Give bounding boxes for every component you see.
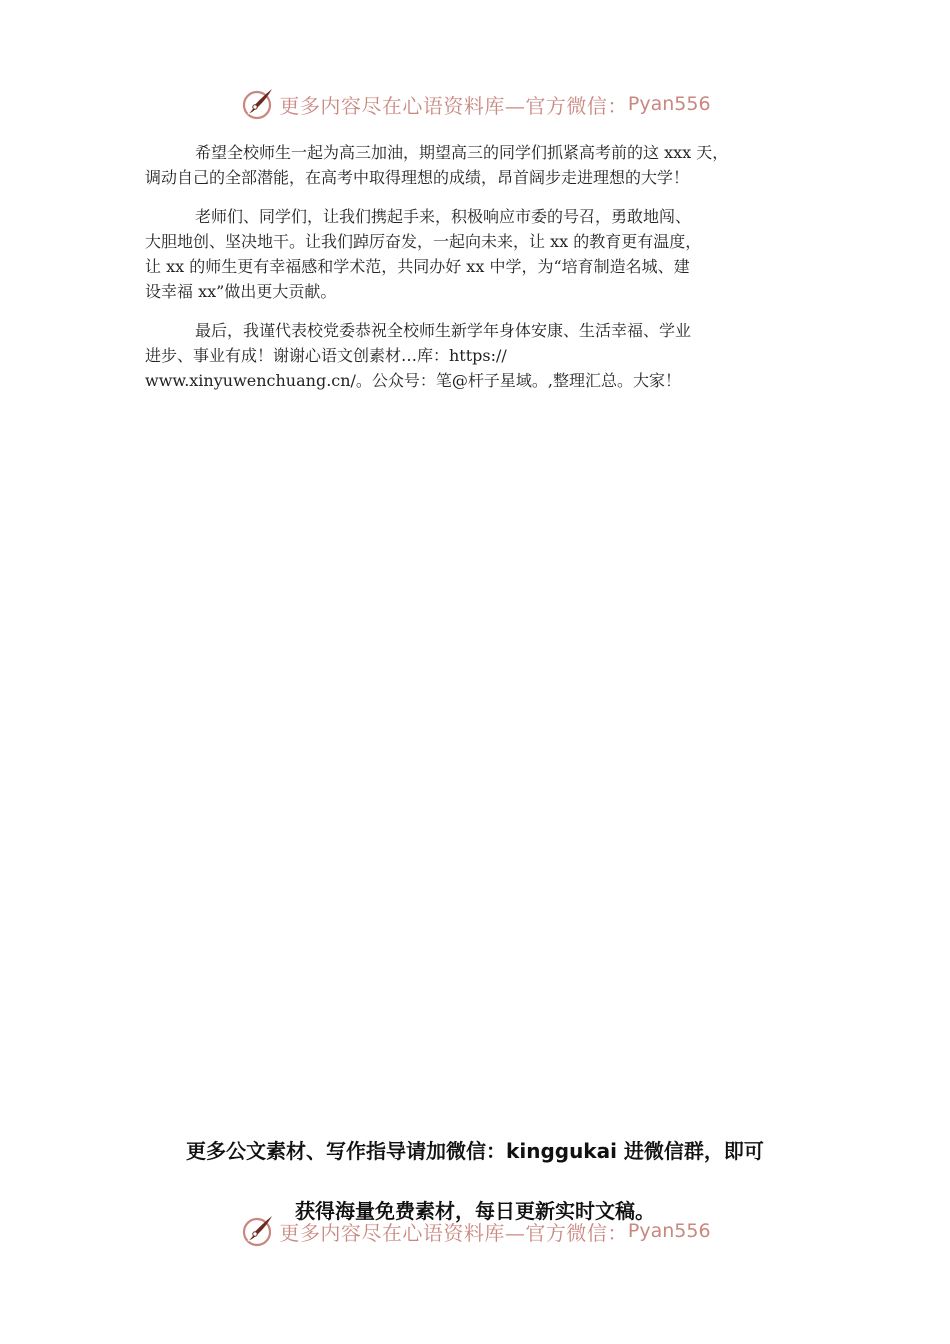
- paragraph-2: [145, 204, 815, 304]
- banner-text: 更多内容尽在心语资料库—官方微信：: [279, 1220, 628, 1245]
- header-banner: [0, 84, 950, 124]
- paragraph-line: 设幸福 xx”做出更大贡献。: [145, 282, 337, 301]
- footer-note-line: 更多公文素材、写作指导请加微信：kinggukai 进微信群，即可: [186, 1139, 764, 1163]
- paragraph-1: [145, 140, 815, 190]
- paragraph-line: 希望全校师生一起为高三加油，期望高三的同学们抓紧高考前的这 xxx 天，: [195, 143, 729, 162]
- paragraph-line: 调动自己的全部潜能，在高考中取得理想的成绩，昂首阔步走进理想的大学！: [145, 168, 690, 187]
- banner-wechat-id: Pyan556: [627, 93, 711, 115]
- quill-pen-logo-icon: [239, 86, 275, 122]
- footer-banner: [0, 1211, 950, 1251]
- paragraph-line: 让 xx 的师生更有幸福感和学术范，共同办好 xx 中学，为“培育制造名城、建: [145, 257, 690, 276]
- quill-pen-logo-icon: [239, 1213, 275, 1249]
- paragraph-line: 最后，我谨代表校党委恭祝全校师生新学年身体安康、生活幸福、学业: [195, 321, 692, 340]
- paragraph-line: 大胆地创、坚决地干。让我们踔厉奋发，一起向未来，让 xx 的教育更有温度，: [145, 232, 702, 251]
- paragraph-line: 进步、事业有成！谢谢心语文创素材…库：https://: [145, 346, 507, 365]
- banner-text: 更多内容尽在心语资料库—官方微信：: [279, 93, 628, 118]
- paragraph-line: www.xinyuwenchuang.cn/。公众号：笔@杆子星域。,整理汇总。大家！: [145, 371, 682, 390]
- paragraph-line: 老师们、同学们，让我们携起手来，积极响应市委的号召，勇敢地闯、: [195, 207, 692, 226]
- banner-wechat-id: Pyan556: [627, 1220, 711, 1242]
- footer-note-line: 获得海量免费素材，每日更新实时文稿。: [295, 1199, 655, 1223]
- document-body: [145, 140, 815, 407]
- paragraph-3: [145, 318, 815, 393]
